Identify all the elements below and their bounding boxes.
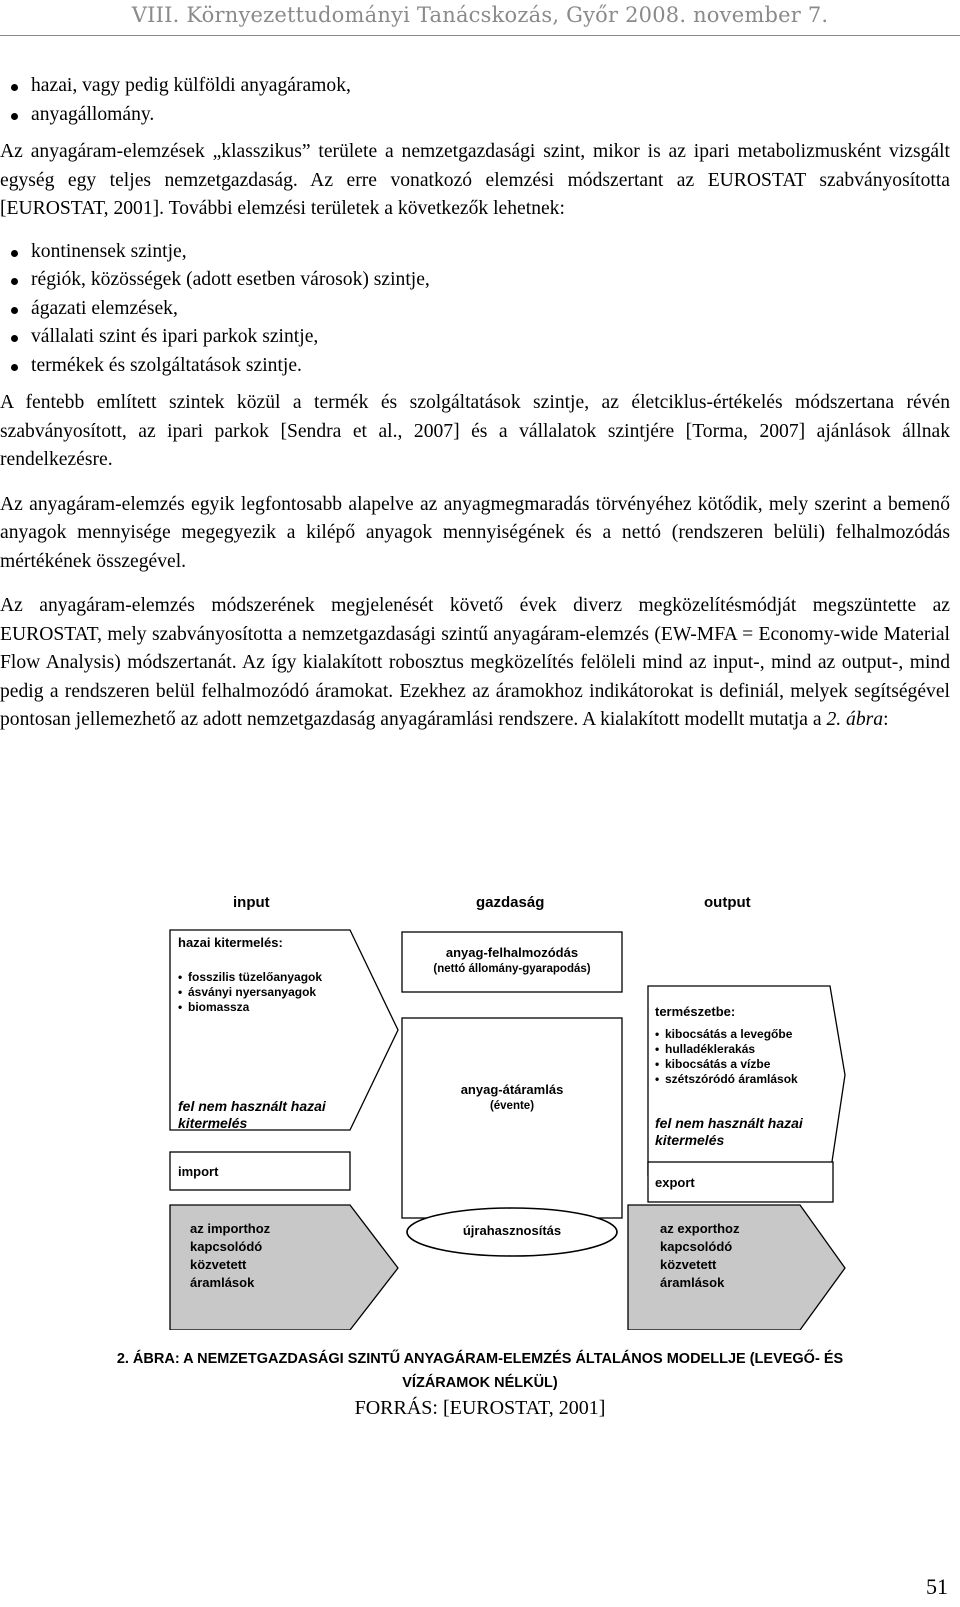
list-item: • ásványi nyersanyagok (178, 985, 322, 1000)
list-item: • kibocsátás a vízbe (655, 1057, 798, 1072)
figure-reference: 2. ábra (826, 709, 884, 730)
to-nature-list (655, 1027, 798, 1087)
unused-domestic-input-label: fel nem használt hazai kitermelés (178, 1098, 326, 1131)
throughput-box (402, 1018, 622, 1218)
list-item: termékek és szolgáltatások szintje. (0, 352, 950, 381)
list-item: • szétszóródó áramlások (655, 1072, 798, 1087)
stock-box (402, 932, 622, 992)
paragraph-3: Az anyagáram-elemzés egyik legfontosabb alapelve az anyagmegmaradás törvényéhez kötődik, mely szerint a bemenő anyagok mennyisége megegyezik a kilépő anyagok mennyiségének és a nettó (rendszeren belüli) felhalmozódás mértékének összegével. (0, 493, 950, 572)
list-item: • kibocsátás a levegőbe (655, 1027, 798, 1042)
column-output-label: output (704, 894, 751, 911)
column-economy-label: gazdaság (476, 894, 545, 911)
bullet-list-top (0, 72, 950, 129)
domestic-extraction-title: hazai kitermelés: (178, 935, 283, 950)
paragraph-4 (0, 592, 950, 735)
list-item: anyagállomány. (0, 101, 950, 130)
export-indirect-label: az exporthoz kapcsolódó közvetett áramlások (660, 1221, 740, 1290)
figure-mfa-model (150, 890, 850, 1330)
paragraph-2: A fentebb említett szintek közül a termék és szolgáltatások szintje, az életciklus-értékelés módszertana révén szabványosított, az ipari parkok [Sendra et al., 2007] és a vállalatok szintjére [Torma, 2007] ajánlások állnak rendelkezésre. (0, 392, 950, 470)
list-item: kontinensek szintje, (0, 238, 950, 267)
import-indirect-label: az importhoz kapcsolódó közvetett áramlások (190, 1221, 271, 1290)
stock-title: anyag-felhalmozódás (445, 945, 579, 960)
paragraph-1: Az anyagáram-elemzések „klasszikus” területe a nemzetgazdasági szint, mikor is az ipari metabolizmusként vizsgált egység egy teljes nemzetgazdaság. Az erre vonatkozó elemzési módszertant az EUROSTAT szabványosította [EUROSTAT, 2001]. További elemzési területek a következők lehetnek: (0, 141, 950, 219)
paragraph-4-text: Az anyagáram-elemzés módszerének megjelenését követő évek diverz megközelítésmódját megszüntette az EUROSTAT, mely szabványosította a nemzetgazdasági szintű anyagáram-elemzés (EW-MFA = Economy-wide Material Flow Analysis) módszertanát. Az így kialakított robosztus megközelítés felöleli mind az input-, mind az output-, mind pedig a rendszeren belül felhalmozódó áramokat. Ezekhez az áramokhoz indikátorokat is definiál, melyek segítségével pontosan jellemezhető az adott nemzetgazdaság anyagáramlási rendszere. A kialakított modellt mutatja a (0, 595, 950, 730)
figure-source: FORRÁS: [EUROSTAT, 2001] (354, 1397, 606, 1419)
unused-domestic-output-label: fel nem használt hazai kitermelés (655, 1115, 803, 1148)
figure-caption-line-2: VÍZÁRAMOK NÉLKÜL) (402, 1375, 558, 1391)
list-item: • hulladéklerakás (655, 1042, 798, 1057)
export-label: export (655, 1175, 695, 1190)
to-nature-title: természetbe: (655, 1004, 736, 1019)
list-item: vállalati szint és ipari parkok szintje, (0, 323, 950, 352)
throughput-subtitle: (évente) (489, 1100, 535, 1112)
bullet-list-levels (0, 238, 950, 381)
page-number: 51 (926, 1574, 948, 1599)
column-input-label: input (233, 894, 270, 911)
running-header: VIII. Környezettudományi Tanácskozás, Győr 2008. november 7. (131, 3, 829, 27)
paragraph-4-end: : (883, 709, 889, 730)
list-item: hazai, vagy pedig külföldi anyagáramok, (0, 72, 950, 101)
recycling-label: újrahasznosítás (462, 1223, 562, 1238)
list-item: ágazati elemzések, (0, 295, 950, 324)
list-item: • fosszilis tüzelőanyagok (178, 970, 322, 985)
body-text (0, 72, 950, 735)
list-item: • biomassza (178, 1000, 322, 1015)
throughput-title: anyag-átáramlás (460, 1082, 564, 1097)
stock-subtitle: (nettó állomány-gyarapodás) (433, 963, 591, 975)
list-item: régiók, közösségek (adott esetben városok) szintje, (0, 266, 950, 295)
import-label: import (178, 1164, 219, 1179)
header-rule (0, 35, 960, 36)
domestic-extraction-list (178, 970, 322, 1015)
figure-caption-line-1: 2. ÁBRA: A NEMZETGAZDASÁGI SZINTŰ ANYAGÁRAM-ELEMZÉS ÁLTALÁNOS MODELLJE (LEVEGŐ- ÉS (116, 1351, 844, 1367)
